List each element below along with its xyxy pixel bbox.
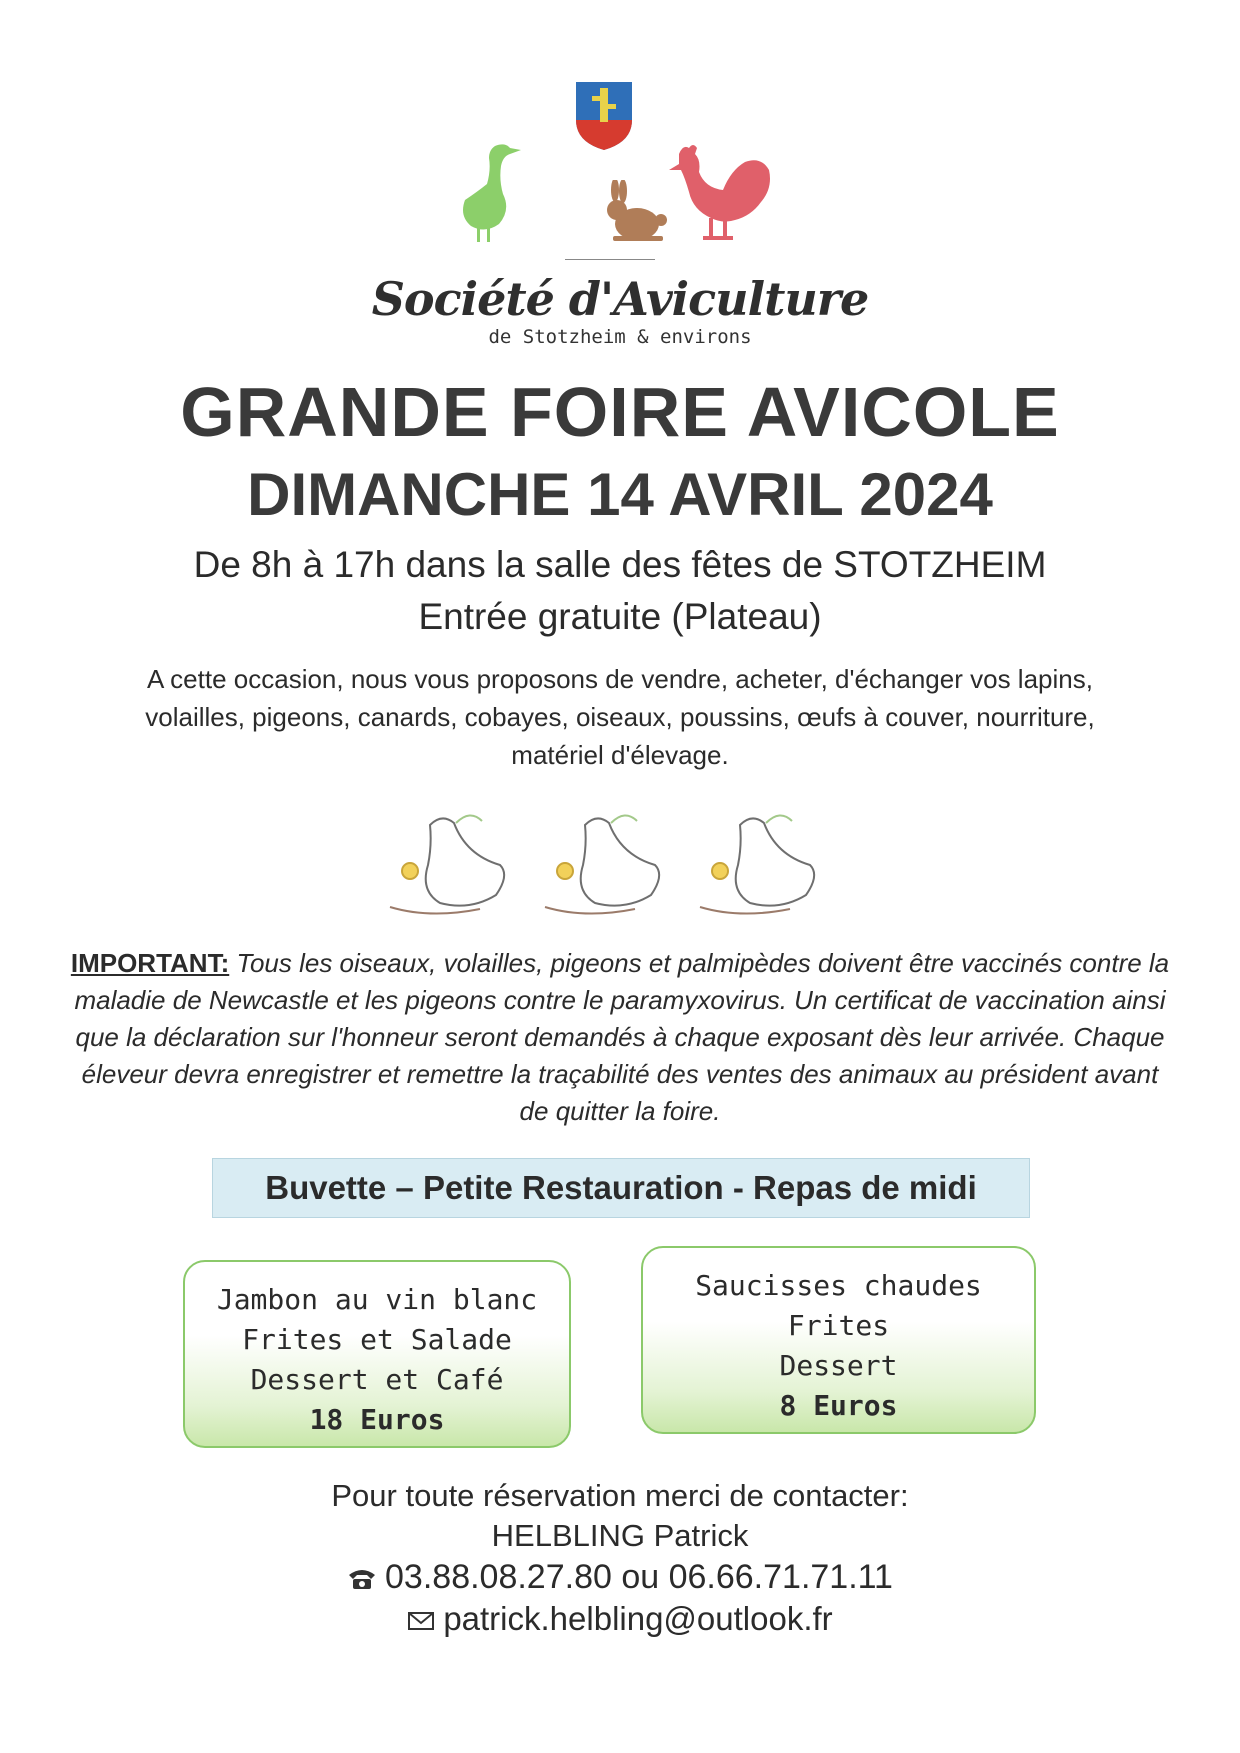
buvette-banner: Buvette – Petite Restauration - Repas de midi bbox=[212, 1158, 1030, 1218]
event-title: GRANDE FOIRE AVICOLE bbox=[180, 373, 1060, 451]
contact-intro: Pour toute réservation merci de contacter: bbox=[331, 1478, 909, 1513]
event-description: A cette occasion, nous vous proposons de vendre, acheter, d'échanger vos lapins, volailles, pigeons, canards, cobayes, oiseaux, poussins, œufs à couver, nourriture, matériel d'élevage. bbox=[145, 664, 1095, 770]
contact-name: HELBLING Patrick bbox=[491, 1518, 749, 1553]
event-hours: De 8h à 17h dans la salle des fêtes de STOTZHEIM bbox=[193, 544, 1047, 585]
event-date: DIMANCHE 14 AVRIL 2024 bbox=[247, 461, 993, 528]
logo-divider bbox=[565, 259, 655, 260]
important-text: Tous les oiseaux, volailles, pigeons et palmipèdes doivent être vaccinés contre la maladie de Newcastle et les pigeons contre le paramyxovirus. Un certificat de vaccination ainsi que la déclaration sur l'honneur seront demandés à chaque exposant dès leur arrivée. Chaque éleveur devra enregistrer et remettre la traçabilité des ventes des animaux au président avant de quitter la foire. bbox=[74, 948, 1170, 1126]
event-entry: Entrée gratuite (Plateau) bbox=[418, 596, 822, 637]
hens-illustration bbox=[370, 795, 850, 925]
organization-name: Société d'Aviculture bbox=[371, 272, 869, 326]
contact-phones bbox=[100, 1558, 1140, 1597]
phone-icon bbox=[347, 1567, 377, 1591]
menu-card-saucisses bbox=[641, 1246, 1036, 1434]
menu-line: Frites et Salade bbox=[242, 1323, 512, 1356]
menu-line: Frites bbox=[787, 1309, 890, 1342]
contact-email bbox=[100, 1600, 1140, 1638]
menu-card-jambon bbox=[183, 1260, 571, 1448]
important-label: IMPORTANT: bbox=[70, 948, 230, 978]
rabbit-illustration bbox=[603, 180, 673, 244]
menu-line: Jambon au vin blanc bbox=[216, 1283, 538, 1316]
menu-price: 8 Euros bbox=[779, 1389, 898, 1422]
mail-icon bbox=[407, 1610, 435, 1632]
duck-illustration bbox=[455, 140, 527, 245]
coat-of-arms-logo bbox=[574, 80, 634, 152]
email-address[interactable]: patrick.helbling@outlook.fr bbox=[443, 1600, 833, 1637]
important-notice bbox=[70, 945, 1170, 1130]
menu-line: Dessert bbox=[779, 1349, 898, 1382]
menu-line: Dessert et Café bbox=[250, 1363, 504, 1396]
menu-price: 18 Euros bbox=[309, 1403, 445, 1436]
menu-line: Saucisses chaudes bbox=[695, 1269, 982, 1302]
rooster-illustration bbox=[665, 140, 775, 245]
phone-numbers[interactable]: 03.88.08.27.80 ou 06.66.71.71.11 bbox=[385, 1558, 893, 1596]
organization-subtitle: de Stotzheim & environs bbox=[488, 326, 752, 348]
